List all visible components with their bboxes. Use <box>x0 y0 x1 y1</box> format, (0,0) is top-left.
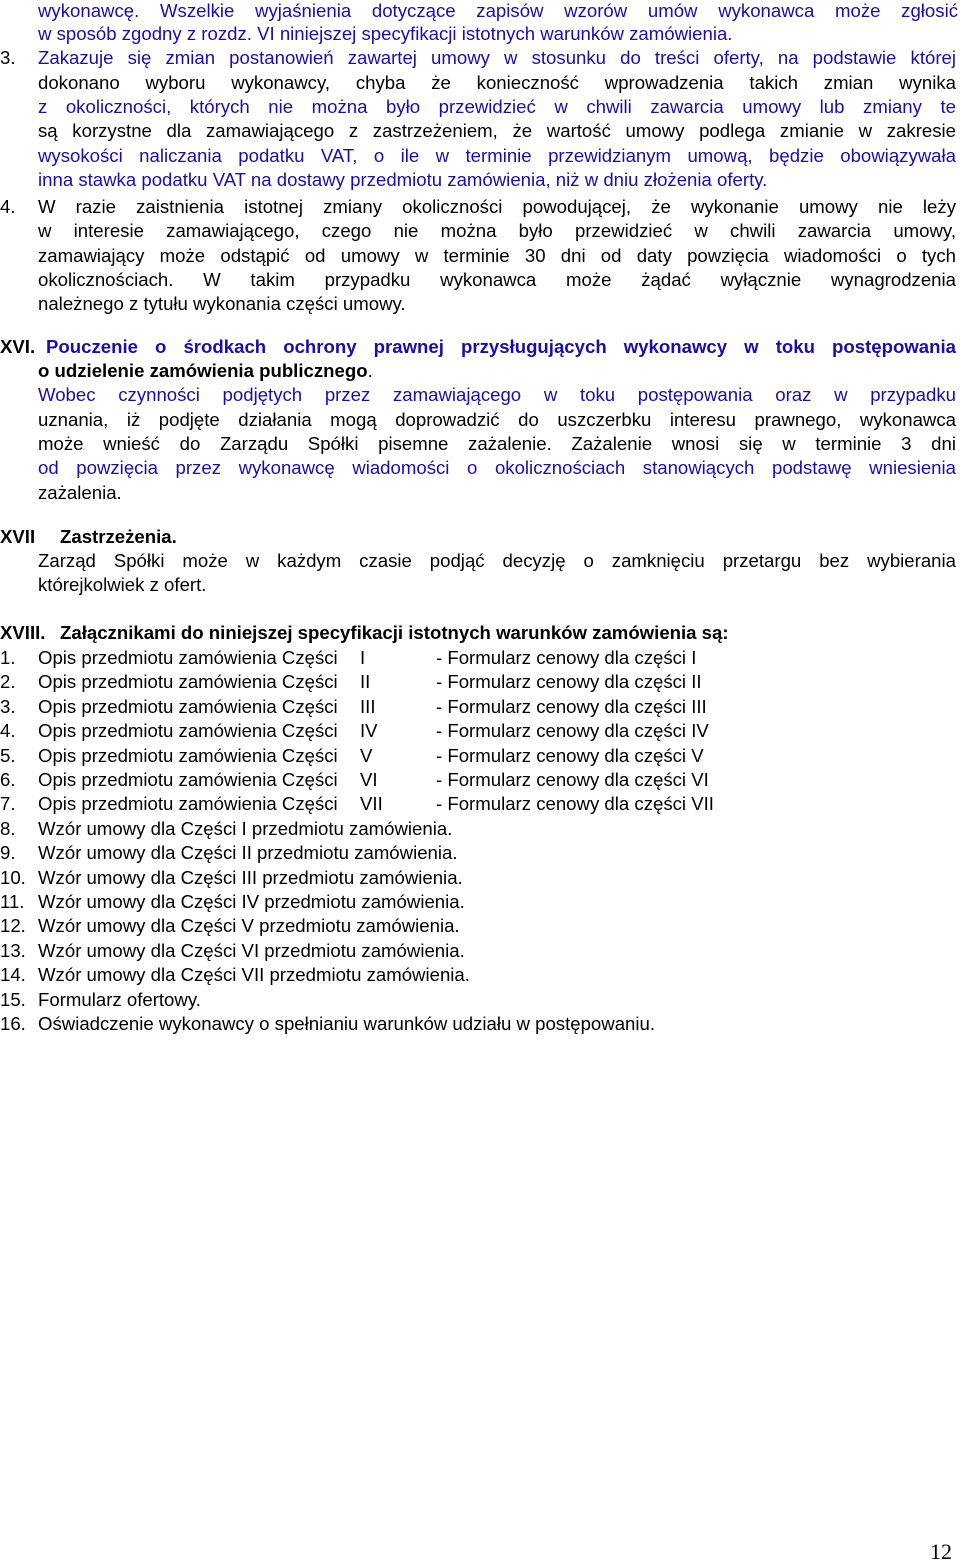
attachment-price-form: - Formularz cenowy dla części IV <box>436 720 709 741</box>
attachment-description: Wzór umowy dla Części VI przedmiotu zamówienia. <box>38 940 465 961</box>
point-3-line-5: wysokości naliczania podatku VAT, o ile w terminie przewidzianym umową, będzie obowiązywała <box>38 145 956 166</box>
section-16-title-end: . <box>367 360 373 381</box>
attachment-price-form: - Formularz cenowy dla części VII <box>436 793 714 814</box>
attachment-price-form: - Formularz cenowy dla części II <box>436 671 702 692</box>
attachment-number: 8. <box>0 818 16 839</box>
attachment-description: Opis przedmiotu zamówienia Części <box>38 671 338 692</box>
point-4-line-4: okolicznościach. W takim przypadku wykonawca może żądać wyłącznie wynagrodzenia <box>38 269 956 290</box>
attachment-number: 15. <box>0 989 26 1010</box>
attachment-description: Opis przedmiotu zamówienia Części <box>38 696 338 717</box>
attachment-description: Wzór umowy dla Części IV przedmiotu zamówienia. <box>38 891 465 912</box>
attachment-part: VI <box>360 769 378 790</box>
attachment-number: 10. <box>0 867 26 888</box>
section-16-title-line-1: Pouczenie o środkach ochrony prawnej przysługujących wykonawcy w toku postępowania <box>46 336 956 357</box>
point-3-line-4: są korzystne dla zamawiającego z zastrzeżeniem, że wartość umowy podlega zmianie w zakresie <box>38 120 956 141</box>
attachment-description: Wzór umowy dla Części I przedmiotu zamówienia. <box>38 818 453 839</box>
point-3-number: 3. <box>0 47 16 68</box>
attachment-description: Formularz ofertowy. <box>38 989 201 1010</box>
attachment-number: 9. <box>0 842 16 863</box>
attachment-part: VII <box>360 793 383 814</box>
attachment-number: 7. <box>0 793 16 814</box>
section-16-number: XVI. <box>0 336 36 357</box>
section-16-title-line-2-text: o udzielenie zamówienia publicznego <box>38 360 368 381</box>
attachment-number: 14. <box>0 964 26 985</box>
intro-line-2: w sposób zgodny z rozdz. VI niniejszej specyfikacji istotnych warunków zamówienia. <box>38 23 733 44</box>
section-17-line-1: Zarząd Spółki może w każdym czasie podjąć decyzję o zamknięciu przetargu bez wybierania <box>38 550 956 571</box>
point-4-number: 4. <box>0 196 16 217</box>
attachment-part: I <box>360 647 366 668</box>
attachment-description: Opis przedmiotu zamówienia Części <box>38 769 338 790</box>
section-16-line-1: Wobec czynności podjętych przez zamawiającego w toku postępowania oraz w przypadku <box>38 384 956 405</box>
section-18-number: XVIII. <box>0 622 46 643</box>
attachment-number: 13. <box>0 940 26 961</box>
attachment-description: Wzór umowy dla Części VII przedmiotu zamówienia. <box>38 964 470 985</box>
point-4-line-1: W razie zaistnienia istotnej zmiany okoliczności powodującej, że wykonanie umowy nie leży <box>38 196 956 217</box>
attachment-part: V <box>360 745 373 766</box>
attachment-description: Oświadczenie wykonawcy o spełnianiu warunków udziału w postępowaniu. <box>38 1013 656 1034</box>
section-16-line-4: od powzięcia przez wykonawcę wiadomości o okolicznościach stanowiących podstawę wniesienia <box>38 457 956 478</box>
attachment-number: 2. <box>0 671 16 692</box>
section-17-number: XVII <box>0 526 36 547</box>
section-16-line-3: może wnieść do Zarządu Spółki pisemne zażalenie. Zażalenie wnosi się w terminie 3 dni <box>38 433 956 454</box>
attachment-description: Wzór umowy dla Części II przedmiotu zamówienia. <box>38 842 458 863</box>
attachment-description: Wzór umowy dla Części V przedmiotu zamówienia. <box>38 915 460 936</box>
attachment-price-form: - Formularz cenowy dla części III <box>436 696 707 717</box>
point-3-line-2: dokonano wyboru wykonawcy, chyba że konieczność wprowadzenia takich zmian wynika <box>38 72 956 93</box>
section-16-line-2: uznania, iż podjęte działania mogą doprowadzić do uszczerbku interesu prawnego, wykonawca <box>38 409 956 430</box>
attachment-price-form: - Formularz cenowy dla części V <box>436 745 704 766</box>
attachment-description: Opis przedmiotu zamówienia Części <box>38 745 338 766</box>
attachment-number: 5. <box>0 745 16 766</box>
intro-line-1: wykonawcę. Wszelkie wyjaśnienia dotyczące zapisów wzorów umów wykonawca może zgłosić <box>38 0 958 21</box>
attachment-price-form: - Formularz cenowy dla części I <box>436 647 697 668</box>
point-4-line-2: w interesie zamawiającego, czego nie można było przewidzieć w chwili zawarcia umowy, <box>38 220 956 241</box>
page-number: 12 <box>930 1539 952 1564</box>
attachment-part: II <box>360 671 371 692</box>
attachment-number: 16. <box>0 1013 26 1034</box>
section-18-title: Załącznikami do niniejszej specyfikacji istotnych warunków zamówienia są: <box>60 622 729 643</box>
attachment-description: Opis przedmiotu zamówienia Części <box>38 720 338 741</box>
point-4-line-5: należnego z tytułu wykonania części umowy. <box>38 293 406 314</box>
attachment-price-form: - Formularz cenowy dla części VI <box>436 769 709 790</box>
attachment-number: 12. <box>0 915 26 936</box>
attachment-number: 3. <box>0 696 16 717</box>
attachment-number: 1. <box>0 647 16 668</box>
attachment-description: Opis przedmiotu zamówienia Części <box>38 793 338 814</box>
section-17-title: Zastrzeżenia. <box>60 526 177 547</box>
attachment-description: Wzór umowy dla Części III przedmiotu zamówienia. <box>38 867 463 888</box>
point-3-line-1: Zakazuje się zmian postanowień zawartej umowy w stosunku do treści oferty, na podstawie której <box>38 47 956 68</box>
section-16-title-line-2 <box>38 360 956 382</box>
point-3-line-6: inna stawka podatku VAT na dostawy przedmiotu zamówienia, niż w dniu złożenia oferty. <box>38 169 768 190</box>
section-17-line-2: którejkolwiek z ofert. <box>38 574 207 595</box>
attachment-part: III <box>360 696 376 717</box>
attachment-number: 11. <box>0 891 25 912</box>
point-3-line-3: z okoliczności, których nie można było przewidzieć w chwili zawarcia umowy lub zmiany te <box>38 96 956 117</box>
section-16-line-5: zażalenia. <box>38 482 122 503</box>
attachment-description: Opis przedmiotu zamówienia Części <box>38 647 338 668</box>
attachment-number: 6. <box>0 769 16 790</box>
point-4-line-3: zamawiający może odstąpić od umowy w terminie 30 dni od daty powzięcia wiadomości o tych <box>38 245 956 266</box>
attachment-number: 4. <box>0 720 16 741</box>
attachment-part: IV <box>360 720 378 741</box>
